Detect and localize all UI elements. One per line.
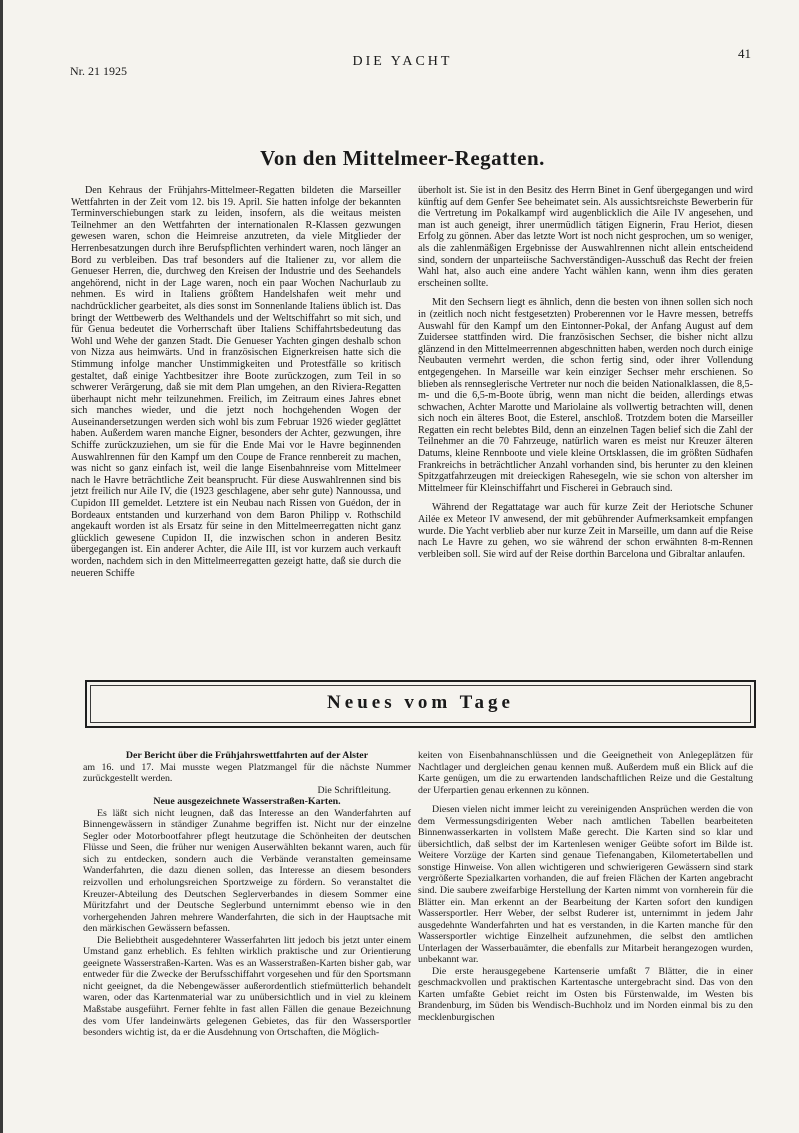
notice-signature: Die Schriftleitung. <box>317 784 391 796</box>
issue-number: Nr. 21 1925 <box>70 64 127 78</box>
paragraph: Während der Regattatage war auch für kurze Zeit der Heriotsche Schuner Ailée ex Meteor IV anwesend, der mit gebührender Aufmerksamkeit empfangen wurde. Die Yacht verblieb aber nur kurze Zeit in Marseille, um dann auf die Reise nach Le Havre zu gehen, wo sie während der schon erwähnten 8-m-Rennen verbleiben soll. Sie wird auf der Reise dorthin Barcelona und Gibraltar anlaufen. <box>418 502 753 560</box>
paragraph: Diesen vielen nicht immer leicht zu vereinigenden Ansprüchen werden die von dem Vermessungsdirigenten Weber nach amtlichen Tabellen bearbeiteten Binnenwasserkarten in vollstem Maße gerecht. Die Karten sind so klar und übersichtlich, daß selbst der im Kartenlesen weniger Geübte sofort im Bilde ist. Weitere Vorzüge der Karten sind genaue Tiefenangaben, Kilometertabellen und sonstige Hinweise. Von allen wichtigeren und schwierigeren Gewässern sind stark vergrößerte Spezialkarten vorhanden, die auf freien Flächen der Karten angebracht sind. Die saubere zweifarbige Herstellung der Karten nimmt von vornherein für die Blätter ein. Man erkennt an der Bearbeitung der Karten sofort den kundigen Wassersportler. Herr Weber, der selbst Ruderer ist, unternimmt in jedem Jahr ausgedehnte Wanderfahrten und hat es verstanden, in die Karten manche für den Wassersportler wichtige Einzelheit aufzunehmen, die selbst den amtlichen Unterlagen der Wasserbauämter, die ebenfalls zur Mitarbeit herangezogen wurden, unbekannt war. <box>418 804 753 966</box>
article-title: Von den Mittelmeer-Regatten. <box>260 146 545 170</box>
paragraph: Die erste herausgegebene Kartenserie umfaßt 7 Blätter, die in einer geschmackvollen und praktischen Kartentasche untergebracht sind. Das von den Karten umfaßte Gebiet reicht im Osten bis Fürstenwalde, im Westen bis Brandenburg, im Süden bis Wendisch-Buchholz und im Norden einmal bis zu den mecklenburgischen <box>418 965 753 1024</box>
paragraph: keiten von Eisenbahnanschlüssen und die Geeignetheit von Anlegeplätzen für Nachtlager und dergleichen genau kennen muß. Außerdem muß ein Blick auf die Karte genügen, um die zu erwartenden landschaftlichen Reize und die Gestaltung der Uferpartien genau erkennen zu können. <box>418 750 753 796</box>
magazine-title: DIE YACHT <box>352 54 453 69</box>
paragraph: Die Beliebtheit ausgedehnterer Wasserfahrten litt jedoch bis jetzt unter einem Umstand ganz erheblich. Es fehlten wirklich praktische und zur Orientierung geeignete Wasserstraßen-Karten. Was es an Wasserstraßen-Karten bisher gab, war entweder für die Zwecke der Berufsschiffahrt vorgesehen und für den Sportsmann nicht geeignet, da die Nebengewässer außerordentlich stiefmütterlich behandelt waren, oder das Kartenmaterial war zu unübersichtlich und in viel zu kleinem Maßstabe ausgeführt. Ferner fehlte in fast allen Fällen die genaue Bezeichnung des vom Ufer landeinwärts gelegenen Gebietes, das für den Wassersportler besonders wichtig ist, da er die Ausdehnung von Ortschaften, die Möglich- <box>83 934 411 1039</box>
paragraph: überholt ist. Sie ist in den Besitz des Herrn Binet in Genf übergegangen und wird künftig auf dem Genfer See beheimatet sein. Als aussichtsreichste Bewerberin für die Vertretung im Pokalkampf wird augenblicklich die Aile IV angesehen, und man ist auch geneigt, ihrer unermüdlich tätigen Eignerin, Frau Heriot, diesen Erfolg zu gönnen. Aber das letzte Wort ist noch nicht gesprochen, um so weniger, als die zahlenmäßigen Ergebnisse der Auswahlrennen nicht allein entscheidend sind, sondern der unparteiische Sachverständigen-Ausschuß das Recht der freien Wahl hat, also auch eine andere Yacht wählen kann, wenn ihm dies geraten erscheinen sollte. <box>418 185 753 289</box>
news-column-right <box>418 750 753 1024</box>
article-column-right <box>418 185 753 560</box>
news-column-left <box>83 750 411 1039</box>
paragraph: Den Kehraus der Frühjahrs-Mittelmeer-Regatten bildeten die Marseiller Wettfahrten in der Zeit vom 12. bis 19. April. Sie hatten infolge der bekannten Terminverschiebungen stark zu leiden, insofern, als die weitaus meisten Teilnehmer an den Wettfahrten der internationalen R-Klassen gezwungen gewesen waren, schon die Heimreise anzutreten, da viele Mitglieder der Herrenbesatzungen durch ihre Berufspflichten verhindert waren, noch länger an Bord zu verbleiben. Das traf besonders auf die Italiener zu, vor allem die Genueser Herren, die, durchweg den Kreisen der Industrie und des Seehandels angehörend, nicht in der Lage waren, noch ein paar Wochen Nachurlaub zu nehmen. Es wird in Italiens größtem Handelshafen weit mehr und nachdrücklicher gearbeitet, als dies sonst im Sonnenlande Italiens üblich ist. Das bringt der Wettbewerb des Welthandels und der Weltschiffahrt so mit sich, und für Genua bedeutet die Vorherrschaft über Italiens Schiffahrtsbedeutung das Wohl und Wehe der ganzen Stadt. Die Genueser Yachten gingen deshalb schon von Nizza aus heimwärts. Und in französischen Eignerkreisen hatte sich die Stimmung infolge mancher Unstimmigkeiten und Protestfälle so kritisch gestaltet, daß einige Yachtbesitzer ihre Boote zurückzogen, zum Teil in so schwerer Verärgerung, daß sie mit dem Plan umgehen, an den Riviera-Regatten überhaupt nicht mehr teilzunehmen. Freilich, im Zeitraum eines Jahres ebnet sich manches wieder, und die jetzt noch hochgehenden Wogen der Auseinandersetzungen werden sich wohl bis zum Februar 1926 wieder geglättet haben. Außerdem waren manche Eigner, besonders der Achter, gezwungen, ihre Schiffe zurückzuziehen, um sie für die Ende Mai vor le Havre beginnenden Auswahlrennen für den Kampf um den Coupe de France rennbereit zu machen, was nicht so ganz einfach ist, weil die lange Eisenbahnreise vom Mittelmeer nach le Havre beträchtliche Zeit beansprucht. Für diese Auswahlrennen sind bis jetzt freilich nur Aile IV, die (1923 geschlagene, aber sehr gute) Nannoussa, und Cupidon III gemeldet. Letztere ist ein Neubau nach Rissen von Guédon, der in Bordeaux entstanden und kurzerhand von dem Baron Philipp v. Rothschild angekauft worden ist als Ersatz für seine in den Mittelmeerregatten nicht ganz glücklich gewesene Cupidon II, die inzwischen schon in anderen Besitz übergegangen ist. Ein anderer Achter, die Aile III, ist vor kurzem auch verkauft worden, nachdem sich in den Mittelmeerregatten gezeigt hatte, daß sie durch die neueren Schiffe <box>71 185 401 579</box>
paragraph: Mit den Sechsern liegt es ähnlich, denn die besten von ihnen sollen sich noch in (zeitlich noch nicht festgesetzten) Proberennen vor le Havre messen, betreffs Auswahl für den Kampf um den Eintonner-Pokal, der Anfang August auf dem Zuidersee stattfinden wird. Die französischen Sechser, die bisher nicht allzu glänzend in den Mittelmeerrennen abgeschnitten haben, werden noch durch einige Neubauten vermehrt werden, die schon fertig sind, oder ihrer Vollendung entgegengehen. In Marseille war kein einziger Sechser mehr erschienen. So blieben als rennseglerische Vertreter nur noch die beiden Nationalklassen, die 8,5-m- und die 6,5-m-Boote übrig, wenn man nicht die beiden, allerdings etwas schwachen, Achter Marotte und Mariolaine als vollwertig betrachten will, denen sich noch ein älteres Boot, die Esterel, anschloß. Trotzdem boten die Marseiller Regatten ein recht belebtes Bild, denn an einzelnen Tagen belief sich die Zahl der Teilnehmer an die 70 Fahrzeuge, natürlich waren es meist nur Kreuzer älteren Datums, kleine Rennboote und viele kleine Ortsklassen, die im größten Südhafen Frankreichs in beträchtlicher Anzahl vorhanden sind, bis herunter zu den kleinen Spitzgatfahrzeugen mit dreieckigen Rahesegeln, wie sie schon von altersher im Mittelmeer für Kleinschiffahrt und Fischerei in Gebrauch sind. <box>418 297 753 494</box>
maps-heading: Neue ausgezeichnete Wasserstraßen-Karten. <box>153 796 341 808</box>
section-title: Neues vom Tage <box>327 692 514 713</box>
page-number: 41 <box>738 46 751 61</box>
paragraph: Es läßt sich nicht leugnen, daß das Interesse an den Wanderfahrten auf Binnengewässern in ständiger Zunahme begriffen ist. Nicht nur der einzelne Segler oder Motorbootfahrer pflegt heutzutage die Schönheiten der deutschen Flüsse und Seen, die früher nur wenigen Auserwählten bekannt waren, auch für sich zu entdecken, sondern auch die Verbände veranstalten gemeinsame Wanderfahrten, die dazu dienen sollen, das Interesse an diesem besonders reizvollen und erholungsreichen Sportzweige zu fördern. So veranstaltet die Kreuzer-Abteilung des Deutschen Seglerverbandes in diesem Sommer eine Müritzfahrt und der Deutsche Seglerbund unternimmt ebenso wie in den vorhergehenden Jahren mehrere Wanderfahrten, die sich in der Hauptsache mit den märkischen Gewässern befassen. <box>83 807 411 935</box>
article-column-left <box>71 185 401 579</box>
notice-text: am 16. und 17. Mai musste wegen Platzmangel für die nächste Nummer zurückgestellt werden. <box>83 761 411 785</box>
notice-heading: Der Bericht über die Frühjahrswettfahrten auf der Alster <box>125 750 369 761</box>
section-banner <box>85 680 756 728</box>
